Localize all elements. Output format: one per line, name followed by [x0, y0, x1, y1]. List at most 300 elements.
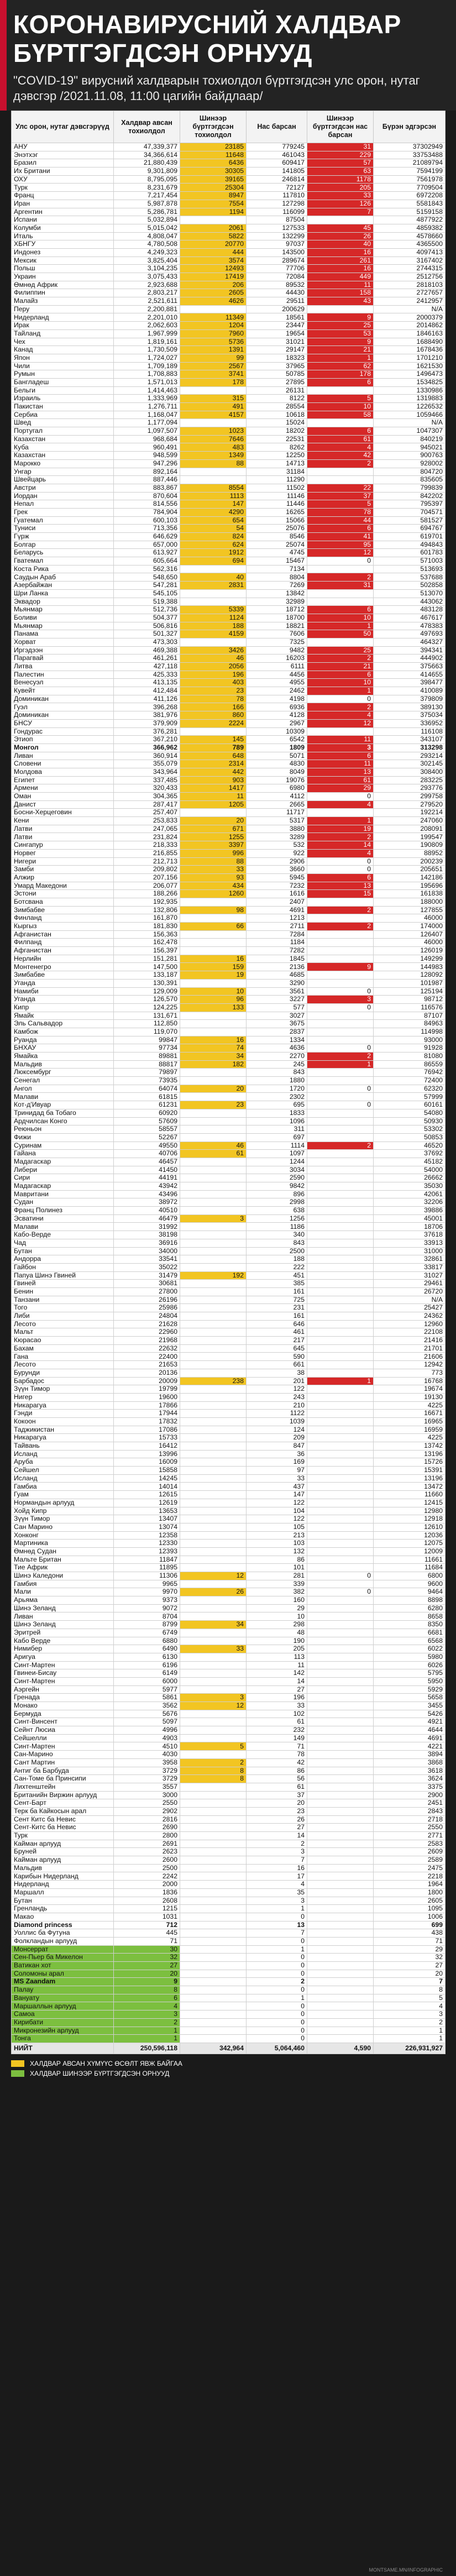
- cases-cell: 156,397: [114, 947, 180, 955]
- new-deaths-cell: [307, 1694, 374, 1702]
- new-deaths-cell: 5: [307, 500, 374, 509]
- new-cases-cell: [180, 1734, 247, 1742]
- cases-cell: 8: [114, 1986, 180, 1994]
- cases-cell: 20: [114, 1970, 180, 1978]
- deaths-cell: 232: [247, 1726, 307, 1735]
- recovered-cell: 336952: [374, 719, 445, 727]
- new-cases-cell: 671: [180, 825, 247, 833]
- country-cell: Сингапур: [12, 841, 114, 850]
- recovered-cell: 379809: [374, 695, 445, 703]
- new-cases-cell: 96: [180, 996, 247, 1004]
- table-row: [12, 1994, 445, 2002]
- table-row: [12, 1280, 445, 1288]
- cases-cell: 3,825,404: [114, 256, 180, 265]
- deaths-cell: 281: [247, 1572, 307, 1580]
- new-cases-cell: 133: [180, 1003, 247, 1012]
- country-cell: Тонга: [12, 2035, 114, 2043]
- new-cases-cell: 8947: [180, 192, 247, 200]
- table-row: [12, 622, 445, 630]
- table-row: [12, 768, 445, 776]
- table-row: [12, 1815, 445, 1824]
- deaths-cell: 11146: [247, 492, 307, 500]
- table-row: [12, 1978, 445, 1986]
- deaths-cell: 160: [247, 1596, 307, 1605]
- recovered-cell: 7709504: [374, 184, 445, 192]
- cases-cell: 1,571,013: [114, 378, 180, 386]
- new-cases-cell: [180, 1531, 247, 1540]
- table-row: [12, 143, 445, 151]
- new-deaths-cell: 0: [307, 866, 374, 874]
- new-cases-cell: 39165: [180, 175, 247, 184]
- new-deaths-cell: [307, 1734, 374, 1742]
- new-deaths-cell: [307, 1247, 374, 1255]
- new-cases-cell: [180, 1815, 247, 1824]
- cases-cell: 57609: [114, 1117, 180, 1125]
- recovered-cell: 414655: [374, 671, 445, 679]
- deaths-cell: 15467: [247, 557, 307, 566]
- new-cases-cell: 166: [180, 703, 247, 711]
- deaths-cell: 29: [247, 1604, 307, 1612]
- cases-cell: 947,296: [114, 459, 180, 468]
- cases-cell: 5,032,894: [114, 216, 180, 224]
- country-cell: Турк: [12, 1832, 114, 1840]
- new-cases-cell: [180, 1507, 247, 1515]
- country-cell: Палау: [12, 1986, 114, 1994]
- recovered-cell: 2451: [374, 1799, 445, 1808]
- table-row: [12, 1645, 445, 1653]
- cases-cell: 26196: [114, 1296, 180, 1304]
- country-cell: Никарагуа: [12, 1401, 114, 1410]
- table-row: [12, 1109, 445, 1117]
- new-cases-cell: 20770: [180, 240, 247, 249]
- cases-cell: 2690: [114, 1824, 180, 1832]
- new-deaths-cell: 2: [307, 923, 374, 931]
- country-cell: Эстони: [12, 890, 114, 898]
- new-deaths-cell: [307, 1629, 374, 1637]
- country-cell: Литва: [12, 663, 114, 671]
- new-deaths-cell: 2: [307, 459, 374, 468]
- new-deaths-cell: [307, 1239, 374, 1247]
- recovered-cell: 1: [374, 2027, 445, 2035]
- table-row: [12, 898, 445, 906]
- country-cell: Лесото: [12, 1361, 114, 1369]
- cases-cell: 2,062,603: [114, 322, 180, 330]
- cases-cell: 19799: [114, 1385, 180, 1394]
- deaths-cell: 22531: [247, 435, 307, 443]
- new-deaths-cell: [307, 1223, 374, 1231]
- table-row: [12, 979, 445, 987]
- new-deaths-cell: [307, 1158, 374, 1166]
- country-cell: Соломоны арал: [12, 1970, 114, 1978]
- new-deaths-cell: 16: [307, 248, 374, 256]
- table-row: [12, 1702, 445, 1710]
- recovered-cell: 8898: [374, 1596, 445, 1605]
- total-value: 4,590: [307, 2043, 374, 2054]
- deaths-cell: 8546: [247, 533, 307, 541]
- deaths-cell: 11: [247, 1661, 307, 1669]
- new-deaths-cell: 7: [307, 208, 374, 216]
- country-cell: Гана: [12, 1353, 114, 1361]
- new-deaths-cell: [307, 1109, 374, 1117]
- country-cell: Умард Македони: [12, 882, 114, 890]
- country-cell: Арьяма: [12, 1596, 114, 1605]
- new-deaths-cell: [307, 1117, 374, 1125]
- country-cell: Бруней: [12, 1848, 114, 1856]
- new-deaths-cell: 10: [307, 403, 374, 411]
- new-deaths-cell: 229: [307, 151, 374, 159]
- deaths-cell: 3: [247, 1848, 307, 1856]
- deaths-cell: 6980: [247, 784, 307, 793]
- cases-cell: 2902: [114, 1807, 180, 1815]
- country-cell: Мальте Британ: [12, 1556, 114, 1564]
- table-row: [12, 1612, 445, 1621]
- new-cases-cell: [180, 598, 247, 606]
- new-cases-cell: [180, 1442, 247, 1451]
- cases-cell: 320,433: [114, 784, 180, 793]
- new-cases-cell: 824: [180, 533, 247, 541]
- cases-cell: 21968: [114, 1337, 180, 1345]
- new-cases-cell: 4626: [180, 297, 247, 306]
- cases-cell: 34000: [114, 1247, 180, 1255]
- table-row: [12, 1198, 445, 1207]
- country-cell: Ирак: [12, 322, 114, 330]
- deaths-cell: 532: [247, 841, 307, 850]
- cases-cell: 343,964: [114, 768, 180, 776]
- new-cases-cell: 2605: [180, 289, 247, 297]
- recovered-cell: 29461: [374, 1280, 445, 1288]
- cases-cell: 1,724,027: [114, 354, 180, 362]
- new-deaths-cell: [307, 1767, 374, 1775]
- new-cases-cell: [180, 1523, 247, 1531]
- cases-cell: 600,103: [114, 516, 180, 525]
- recovered-cell: 21416: [374, 1337, 445, 1345]
- recovered-cell: 581527: [374, 516, 445, 525]
- cases-cell: 52267: [114, 1133, 180, 1142]
- country-cell: Нимибер: [12, 1645, 114, 1653]
- new-cases-cell: [180, 1888, 247, 1897]
- country-cell: Иргэдээн: [12, 646, 114, 655]
- country-cell: Малайз: [12, 297, 114, 306]
- country-cell: Кюрасао: [12, 1337, 114, 1345]
- table-row: [12, 890, 445, 898]
- table-row: [12, 224, 445, 232]
- table-row: [12, 1223, 445, 1231]
- new-deaths-cell: 25: [307, 322, 374, 330]
- deaths-cell: 10618: [247, 411, 307, 419]
- cases-cell: 8704: [114, 1612, 180, 1621]
- country-cell: Афганистан: [12, 947, 114, 955]
- new-cases-cell: [180, 1353, 247, 1361]
- recovered-cell: 1047307: [374, 427, 445, 436]
- recovered-cell: 1496473: [374, 370, 445, 379]
- recovered-cell: 26662: [374, 1174, 445, 1182]
- new-deaths-cell: [307, 1718, 374, 1726]
- new-deaths-cell: 1: [307, 622, 374, 630]
- new-deaths-cell: 1178: [307, 175, 374, 184]
- country-cell: Казахстан: [12, 452, 114, 460]
- new-cases-cell: 2061: [180, 224, 247, 232]
- recovered-cell: 1095: [374, 1905, 445, 1913]
- country-cell: Руанда: [12, 1036, 114, 1044]
- deaths-cell: 161: [247, 1287, 307, 1296]
- new-cases-cell: 4159: [180, 630, 247, 638]
- new-cases-cell: [180, 1637, 247, 1645]
- new-cases-cell: 145: [180, 736, 247, 744]
- table-row: [12, 1726, 445, 1735]
- table-row: [12, 329, 445, 338]
- cases-cell: 97734: [114, 1044, 180, 1053]
- new-cases-cell: [180, 1881, 247, 1889]
- table-row: [12, 1182, 445, 1191]
- country-cell: Ямайка: [12, 1053, 114, 1061]
- deaths-cell: 31184: [247, 468, 307, 476]
- country-cell: Лихтенштейн: [12, 1783, 114, 1791]
- country-cell: Хонконг: [12, 1531, 114, 1540]
- new-deaths-cell: 31: [307, 143, 374, 151]
- country-cell: Бельги: [12, 386, 114, 395]
- new-cases-cell: [180, 1337, 247, 1345]
- new-deaths-cell: [307, 727, 374, 736]
- country-cell: Никарагуа: [12, 1434, 114, 1442]
- deaths-cell: 0: [247, 2035, 307, 2043]
- cases-cell: 71: [114, 1937, 180, 1945]
- new-cases-cell: [180, 1410, 247, 1418]
- new-deaths-cell: [307, 1751, 374, 1759]
- country-cell: Барбадос: [12, 1377, 114, 1385]
- cases-cell: 1,709,189: [114, 362, 180, 370]
- country-cell: Марокко: [12, 459, 114, 468]
- cases-cell: 887,446: [114, 476, 180, 484]
- recovered-cell: 4921: [374, 1718, 445, 1726]
- cases-cell: 4,808,047: [114, 232, 180, 240]
- new-cases-cell: 2224: [180, 719, 247, 727]
- new-deaths-cell: [307, 1304, 374, 1312]
- recovered-cell: 343107: [374, 736, 445, 744]
- new-deaths-cell: [307, 914, 374, 923]
- country-cell: Эсватини: [12, 1214, 114, 1223]
- new-deaths-cell: 0: [307, 695, 374, 703]
- new-cases-cell: 66: [180, 923, 247, 931]
- country-cell: ХБНГУ: [12, 240, 114, 249]
- country-cell: Эль Сальвадор: [12, 1020, 114, 1028]
- table-row: [12, 833, 445, 841]
- recovered-cell: 42061: [374, 1190, 445, 1198]
- deaths-cell: 97037: [247, 240, 307, 249]
- new-deaths-cell: [307, 1174, 374, 1182]
- new-deaths-cell: [307, 1637, 374, 1645]
- deaths-cell: 4745: [247, 549, 307, 557]
- cases-cell: 469,388: [114, 646, 180, 655]
- deaths-cell: 3675: [247, 1020, 307, 1028]
- new-cases-cell: [180, 1913, 247, 1921]
- cases-cell: 247,065: [114, 825, 180, 833]
- new-deaths-cell: [307, 1255, 374, 1264]
- table-row: [12, 1872, 445, 1881]
- new-cases-cell: [180, 1158, 247, 1166]
- country-cell: Вануату: [12, 1994, 114, 2002]
- country-cell: Афганистан: [12, 930, 114, 939]
- table-row: [12, 679, 445, 687]
- cases-cell: 4996: [114, 1726, 180, 1735]
- deaths-cell: 8122: [247, 395, 307, 403]
- new-deaths-cell: 21: [307, 663, 374, 671]
- deaths-cell: 147: [247, 1491, 307, 1499]
- table-row: [12, 1296, 445, 1304]
- recovered-cell: 12009: [374, 1547, 445, 1556]
- cases-cell: 40706: [114, 1150, 180, 1158]
- recovered-cell: 4225: [374, 1401, 445, 1410]
- new-deaths-cell: 5: [307, 395, 374, 403]
- deaths-cell: 27895: [247, 378, 307, 386]
- new-deaths-cell: [307, 930, 374, 939]
- table-row: [12, 281, 445, 289]
- col-header-country: Улс орон, нутаг дэвсгэрүүд: [12, 111, 114, 143]
- country-cell: Ватикан хот: [12, 1962, 114, 1970]
- new-deaths-cell: [307, 979, 374, 987]
- deaths-cell: 298: [247, 1621, 307, 1629]
- recovered-cell: 293776: [374, 784, 445, 793]
- cases-cell: 6749: [114, 1629, 180, 1637]
- new-cases-cell: 903: [180, 776, 247, 784]
- cases-cell: 22400: [114, 1353, 180, 1361]
- country-cell: Макао: [12, 1913, 114, 1921]
- recovered-cell: 11661: [374, 1556, 445, 1564]
- cases-cell: 2500: [114, 1864, 180, 1872]
- table-row: [12, 1214, 445, 1223]
- cases-cell: 784,904: [114, 508, 180, 516]
- deaths-cell: 38: [247, 1369, 307, 1377]
- country-cell: Саудын Араб: [12, 573, 114, 582]
- cases-cell: 4,780,508: [114, 240, 180, 249]
- table-row: [12, 800, 445, 809]
- recovered-cell: 26720: [374, 1287, 445, 1296]
- recovered-cell: 19674: [374, 1385, 445, 1394]
- cases-cell: 13407: [114, 1515, 180, 1523]
- country-cell: Реюньон: [12, 1125, 114, 1134]
- table-row: [12, 1799, 445, 1808]
- new-deaths-cell: [307, 1742, 374, 1751]
- new-cases-cell: 2567: [180, 362, 247, 370]
- recovered-cell: 33817: [374, 1263, 445, 1271]
- new-cases-cell: 192: [180, 1271, 247, 1280]
- cases-cell: 13996: [114, 1450, 180, 1458]
- deaths-cell: 7325: [247, 638, 307, 646]
- cases-cell: 14245: [114, 1474, 180, 1483]
- deaths-cell: 33: [247, 1474, 307, 1483]
- cases-cell: 73935: [114, 1077, 180, 1085]
- total-label: НИЙТ: [12, 2043, 114, 2054]
- table-row: [12, 971, 445, 980]
- new-deaths-cell: 25: [307, 646, 374, 655]
- new-cases-cell: 78: [180, 695, 247, 703]
- table-row: [12, 1483, 445, 1491]
- new-deaths-cell: [307, 1986, 374, 1994]
- table-row: [12, 1913, 445, 1921]
- recovered-cell: 3868: [374, 1758, 445, 1767]
- new-cases-cell: 1391: [180, 346, 247, 354]
- new-deaths-cell: [307, 1287, 374, 1296]
- recovered-cell: 1701210: [374, 354, 445, 362]
- table-row: [12, 175, 445, 184]
- country-cell: Люксембург: [12, 1069, 114, 1077]
- new-deaths-cell: 33: [307, 192, 374, 200]
- table-row: [12, 744, 445, 752]
- new-cases-cell: 1113: [180, 492, 247, 500]
- country-cell: Чад: [12, 1239, 114, 1247]
- cases-cell: 21,880,439: [114, 159, 180, 167]
- recovered-cell: 773: [374, 1369, 445, 1377]
- cases-cell: 79897: [114, 1069, 180, 1077]
- cases-cell: 209,802: [114, 866, 180, 874]
- new-deaths-cell: [307, 939, 374, 947]
- new-cases-cell: 98: [180, 906, 247, 914]
- new-deaths-cell: 2: [307, 833, 374, 841]
- cases-cell: 88817: [114, 1060, 180, 1069]
- recovered-cell: 1330986: [374, 386, 445, 395]
- table-row: [12, 395, 445, 403]
- deaths-cell: 1096: [247, 1117, 307, 1125]
- table-row: [12, 1604, 445, 1612]
- deaths-cell: 11290: [247, 476, 307, 484]
- country-cell: Мадагаскар: [12, 1182, 114, 1191]
- new-deaths-cell: [307, 1897, 374, 1905]
- country-cell: Сан Марино: [12, 1523, 114, 1531]
- new-cases-cell: 46: [180, 655, 247, 663]
- deaths-cell: 37965: [247, 362, 307, 370]
- recovered-cell: 2218: [374, 1872, 445, 1881]
- new-cases-cell: [180, 1417, 247, 1426]
- recovered-cell: 6568: [374, 1637, 445, 1645]
- deaths-cell: 3227: [247, 996, 307, 1004]
- country-cell: Их Британи: [12, 167, 114, 176]
- deaths-cell: 26131: [247, 386, 307, 395]
- legend-label-2: ХАЛДВАР ШИНЭЭР БҮРТГЭГДСЭН ОРНУУД: [30, 2069, 170, 2077]
- table-row: [12, 1751, 445, 1759]
- table-row: [12, 1474, 445, 1483]
- cases-cell: 367,210: [114, 736, 180, 744]
- recovered-cell: 394341: [374, 646, 445, 655]
- new-deaths-cell: 19: [307, 825, 374, 833]
- cases-cell: 181,830: [114, 923, 180, 931]
- table-row: [12, 1467, 445, 1475]
- new-cases-cell: [180, 1069, 247, 1077]
- recovered-cell: 4691: [374, 1734, 445, 1742]
- deaths-cell: 122: [247, 1515, 307, 1523]
- recovered-cell: 13742: [374, 1442, 445, 1451]
- recovered-cell: 410089: [374, 687, 445, 695]
- new-cases-cell: 624: [180, 541, 247, 549]
- deaths-cell: 56: [247, 1775, 307, 1783]
- new-cases-cell: [180, 1515, 247, 1523]
- recovered-cell: 54080: [374, 1109, 445, 1117]
- country-cell: Мьянмар: [12, 622, 114, 630]
- deaths-cell: 3027: [247, 1012, 307, 1020]
- table-row: [12, 370, 445, 379]
- new-cases-cell: 3574: [180, 256, 247, 265]
- country-cell: Иран: [12, 200, 114, 208]
- new-deaths-cell: 10: [307, 614, 374, 622]
- table-row: [12, 1710, 445, 1718]
- new-cases-cell: [180, 1239, 247, 1247]
- country-cell: Гренада: [12, 1694, 114, 1702]
- cases-cell: 64074: [114, 1085, 180, 1093]
- new-deaths-cell: 261: [307, 256, 374, 265]
- table-row: [12, 1125, 445, 1134]
- recovered-cell: 71: [374, 1937, 445, 1945]
- recovered-cell: 84963: [374, 1020, 445, 1028]
- cases-cell: 58557: [114, 1125, 180, 1134]
- table-row: [12, 866, 445, 874]
